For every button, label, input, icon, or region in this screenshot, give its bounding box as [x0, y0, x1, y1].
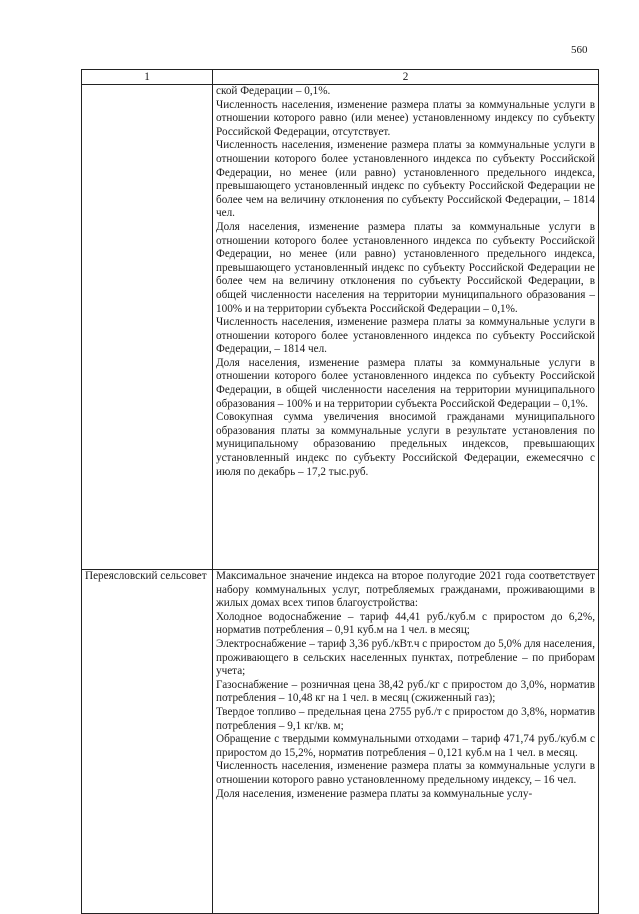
- paragraph: Твердое топливо – предельная цена 2755 руб./т с приростом до 3,8%, норматив потребления – 9,1 кг/кв. м;: [216, 705, 595, 732]
- paragraph: Доля населения, изменение размера платы за коммунальные услуги в отношении которого более установленного индекса по субъекту Российской Федерации, в общей численности населения на территории муниципального образования – 100% и на территории субъекта Российской Федерации – 0,1%.: [216, 356, 595, 410]
- description-cell: [213, 570, 599, 914]
- table-row: [82, 570, 599, 914]
- description-cell: [213, 85, 599, 570]
- paragraph: Численность населения, изменение размера платы за коммунальные услуги в отношении которого более установленного индекса по субъекту Российской Федерации, но менее (или равно) установленного предельного индекса, превышающего установленный индекс по субъекту Российской Федерации не более чем на величину отклонения по субъекту Российской Федерации, – 1814 чел.: [216, 139, 595, 220]
- column-header-2: 2: [213, 70, 599, 85]
- paragraph: Численность населения, изменение размера платы за коммунальные услуги в отношении которого равно установленному предельному индексу, – 16 чел.: [216, 760, 595, 786]
- paragraph: Холодное водоснабжение – тариф 44,41 руб./куб.м с приростом до 6,2%, норматив потребления – 0,91 куб.м на 1 чел. в месяц;: [216, 610, 595, 637]
- paragraph: Газоснабжение – розничная цена 38,42 руб./кг с приростом до 3,0%, норматив потребления – 10,48 кг на 1 чел. в месяц (сжиженный газ);: [216, 678, 595, 705]
- paragraph: Доля населения, изменение размера платы за коммунальные услуги в отношении которого более установленного индекса по субъекту Российской Федерации, но менее (или равно) установленного предельного индекса, превышающего установленный индекс по субъекту Российской Федерации не более чем на величину отклонения по субъекту Российской Федерации, в общей численности населения на территории муниципального образования – 100% и на территории субъекта Российской Федерации – 0,1%.: [216, 220, 595, 315]
- paragraph: Доля населения, изменение размера платы за коммунальные услу-: [216, 787, 533, 800]
- page-number: 560: [571, 44, 588, 56]
- municipality-cell: [82, 85, 213, 570]
- paragraph: Электроснабжение – тариф 3,36 руб./кВт.ч с приростом до 5,0% для населения, проживающего в сельских населенных пунктах, потребление – по приборам учета;: [216, 637, 595, 678]
- table-row: [82, 85, 599, 570]
- municipality-cell: Переясловский сельсовет: [82, 570, 213, 914]
- paragraph: ской Федерации – 0,1%.: [216, 85, 331, 97]
- paragraph: Численность населения, изменение размера платы за коммунальные услуги в отношении которого более установленного индекса по субъекту Российской Федерации, – 1814 чел.: [216, 316, 595, 356]
- paragraph: Максимальное значение индекса на второе полугодие 2021 года соответствует набору коммунальных услуг, потребляемых гражданами, проживающими в жилых домах всех типов благоустройства:: [216, 570, 595, 610]
- column-header-1: 1: [82, 70, 213, 85]
- paragraph: Обращение с твердыми коммунальными отходами – тариф 471,74 руб./куб.м с приростом до 15,2%, норматив потребления – 0,121 куб.м на 1 чел. в месяц.: [216, 733, 595, 759]
- document-table: [81, 69, 599, 914]
- paragraph: Численность населения, изменение размера платы за коммунальные услуги в отношении которого равно (или менее) установленному индексу по субъекту Российской Федерации, отсутствует.: [216, 98, 595, 138]
- table-header-row: [82, 70, 599, 85]
- paragraph: Совокупная сумма увеличения вносимой гражданами муниципального образования платы за коммунальные услуги в результате установления по муниципальному образованию предельных индексов, превышающих установленный индекс по субъекту Российской Федерации, ежемесячно с июля по декабрь – 17,2 тыс.руб.: [216, 411, 595, 478]
